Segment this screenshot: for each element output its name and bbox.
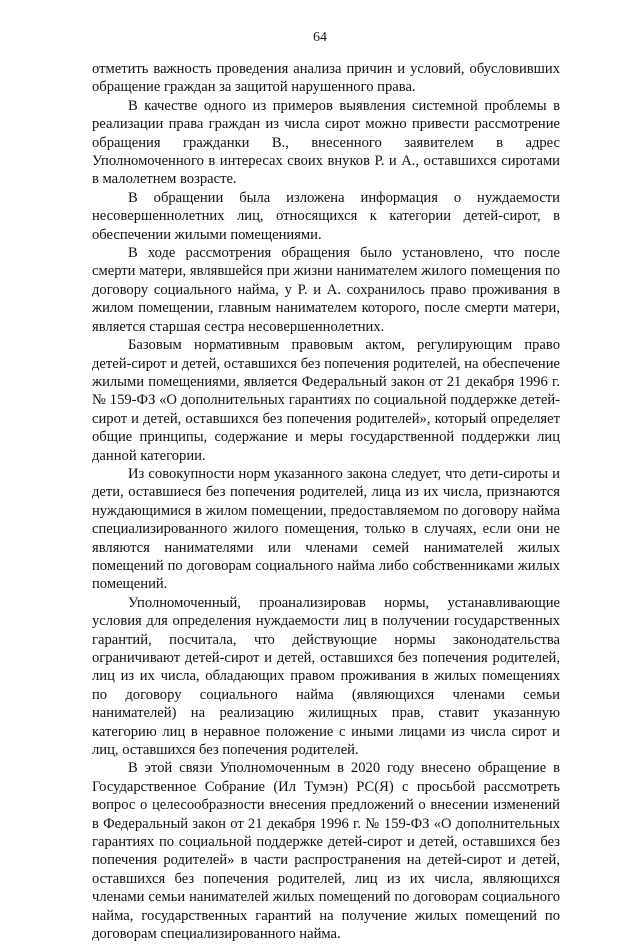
paragraph-appeal-content: В обращении была изложена информация о нуждаемости несовершеннолетних лиц, относящихся к категории детей-сирот, в обеспечении жилыми помещениями. bbox=[92, 189, 560, 243]
paragraph-review-findings: В ходе рассмотрения обращения было установлено, что после смерти матери, являвшейся при жизни нанимателем жилого помещения по договору социального найма, у Р. и А. сохранилось право проживания в жилом помещении, главным нанимателем которого, после смерти матери, является старшая сестра несовершеннолетних. bbox=[92, 245, 560, 335]
page-number: 64 bbox=[313, 30, 327, 45]
document-body bbox=[92, 60, 560, 944]
paragraph-appeal-to-parliament: В этой связи Уполномоченным в 2020 году внесено обращение в Государственное Собрание (Ил Тумэн) РС(Я) с просьбой рассмотреть вопрос о целесообразности внесения предложений о внесении изменений в Федеральный закон от 21 декабря 1996 г. № 159-ФЗ «О дополнительных гарантиях по социальной поддержке детей-сирот и детей, оставшихся без попечения родителей» в части распространения на детей-сирот и детей, оставшихся без попечения родителей, лиц из их числа, являющихся членами семьи нанимателей жилых помещений по договорам социального найма, государственных гарантий на получение жилых помещений по договорам специализированного найма. bbox=[92, 760, 560, 943]
paragraph-continuation: отметить важность проведения анализа причин и условий, обусловивших обращение граждан за защитой нарушенного права. bbox=[92, 61, 560, 96]
paragraph-law-provisions: Из совокупности норм указанного закона следует, что дети-сироты и дети, оставшиеся без попечения родителей, лица из их числа, признаются нуждающимися в жилом помещении, предоставляемом по договору найма специализированного жилого помещения, только в случаях, если они не являются нанимателями или членами семей нанимателей жилых помещений по договорам социального найма либо собственниками жилых помещений. bbox=[92, 465, 560, 593]
paragraph-example-intro: В качестве одного из примеров выявления системной проблемы в реализации права граждан из числа сирот можно привести рассмотрение обращения гражданки В., внесенного заявителем в адрес Уполномоченного в интересах своих внуков Р. и А., оставшихся сиротами в малолетнем возрасте. bbox=[92, 97, 560, 188]
paragraph-ombudsman-analysis: Уполномоченный, проанализировав нормы, устанавливающие условия для определения нуждаемости лиц в получении государственных гарантий, посчитала, что действующие нормы законодательства ограничивают детей-сирот и детей, оставшихся без попечения родителей, лиц из их числа, обладающих правом проживания в жилых помещениях по договору социального найма (являющихся членами семьи нанимателей) на реализацию жилищных прав, ставит указанную категорию лиц в неравное положение с иными лицами из числа сирот и лиц, оставшихся без попечения родителей. bbox=[92, 594, 560, 759]
paragraph-base-law: Базовым нормативным правовым актом, регулирующим право детей-сирот и детей, оставшихся без попечения родителей, на обеспечение жилыми помещениями, является Федеральный закон от 21 декабря 1996 г. № 159-ФЗ «О дополнительных гарантиях по социальной поддержке детей-сирот и детей, оставшихся без попечения родителей», который определяет общие принципы, содержание и меры государственной поддержки лиц данной категории. bbox=[92, 337, 560, 464]
